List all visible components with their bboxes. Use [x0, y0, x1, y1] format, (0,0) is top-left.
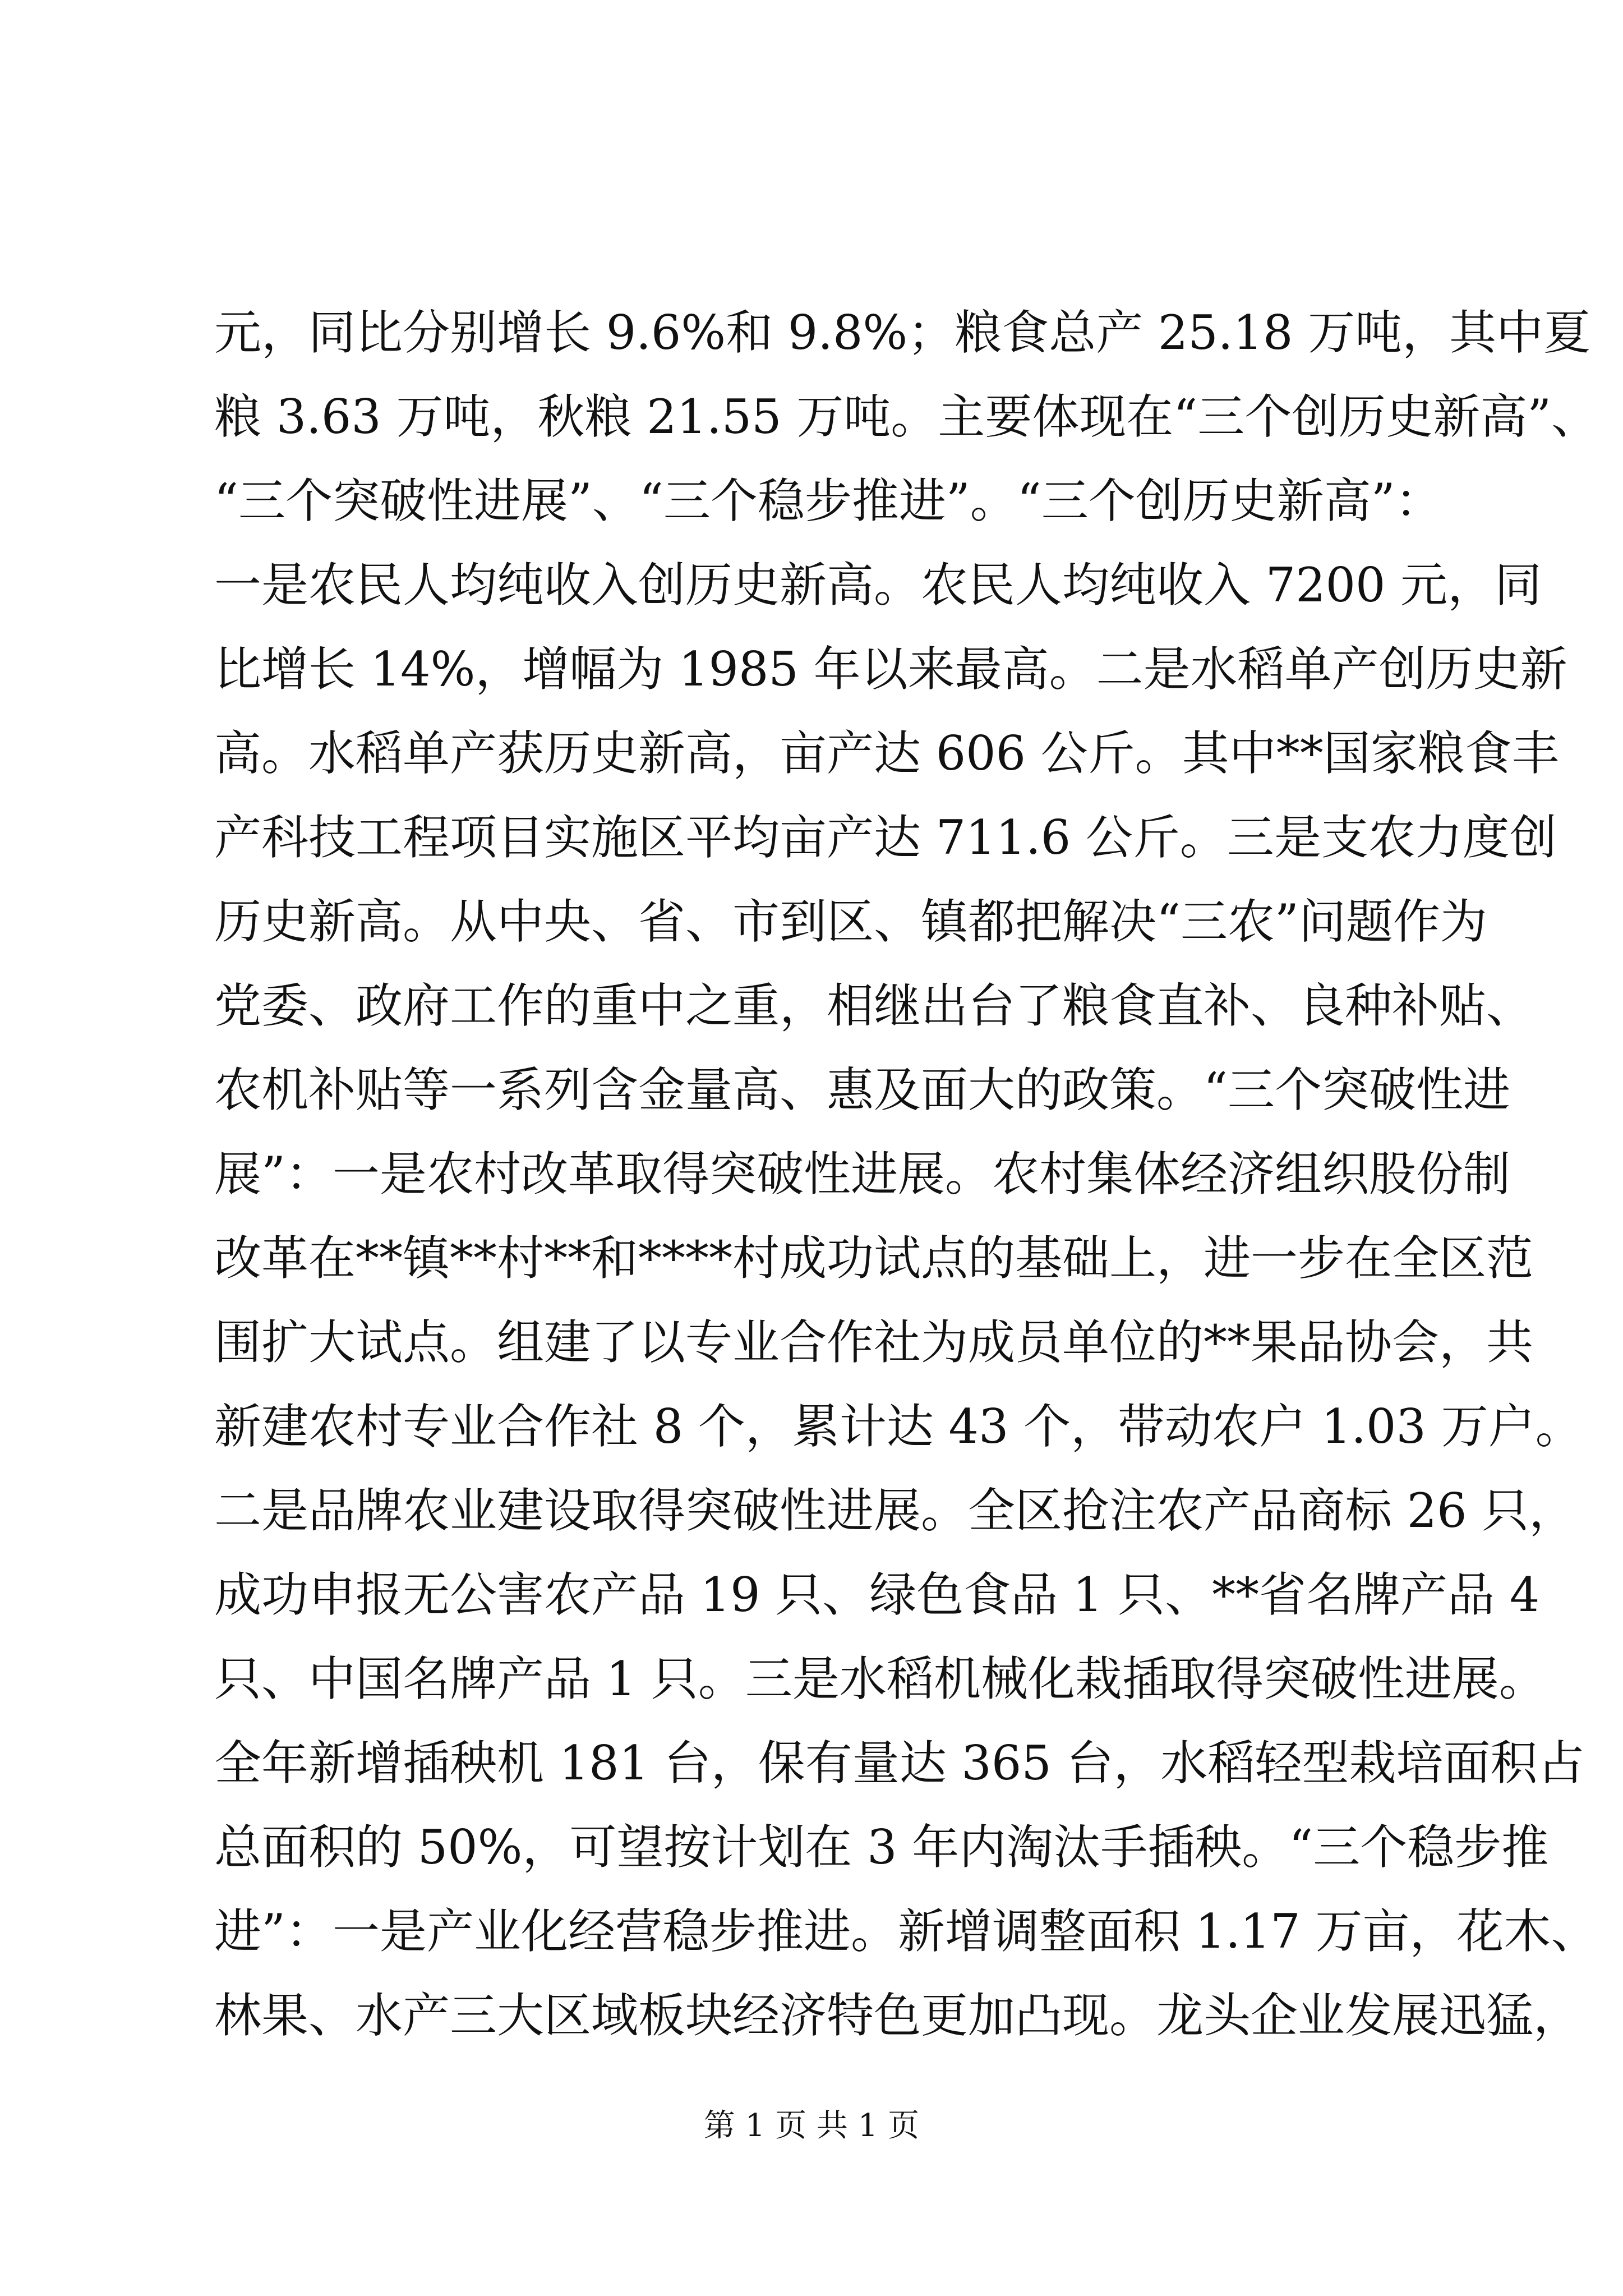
- text-line: 新建农村专业合作社 8 个，累计达 43 个，带动农户 1.03 万户。: [214, 1399, 1583, 1454]
- page-footer: [0, 2106, 1623, 2146]
- text-line: 改革在**镇**村**和****村成功试点的基础上，进一步在全区范: [214, 1231, 1534, 1286]
- text-line: 比增长 14%，增幅为 1985 年以来最高。二是水稻单产创历史新: [214, 642, 1567, 697]
- text-line: 粮 3.63 万吨，秋粮 21.55 万吨。主要体现在“三个创历史新高”、: [214, 389, 1599, 444]
- text-line: 成功申报无公害农产品 19 只、绿色食品 1 只、**省名牌产品 4: [214, 1567, 1540, 1622]
- text-line: “三个突破性进展”、“三个稳步推进”。“三个创历史新高”：: [214, 473, 1442, 528]
- text-line: 农机补贴等一系列含金量高、惠及面大的政策。“三个突破性进: [214, 1062, 1510, 1117]
- text-line: 总面积的 50%，可望按计划在 3 年内淘汰手插秧。“三个稳步推: [214, 1820, 1549, 1875]
- body-paragraph: [214, 291, 1599, 2058]
- page-number: 第 1 页 共 1 页: [703, 2108, 920, 2144]
- text-line: 林果、水产三大区域板块经济特色更加凸现。龙头企业发展迅猛，: [214, 1988, 1581, 2043]
- text-line: 进”：一是产业化经营稳步推进。新增调整面积 1.17 万亩，花木、: [214, 1904, 1598, 1959]
- text-line: 只、中国名牌产品 1 只。三是水稻机械化栽插取得突破性进展。: [214, 1651, 1546, 1706]
- text-line: 产科技工程项目实施区平均亩产达 711.6 公斤。三是支农力度创: [214, 810, 1557, 865]
- text-line: 高。水稻单产获历史新高，亩产达 606 公斤。其中**国家粮食丰: [214, 726, 1559, 781]
- text-line: 历史新高。从中央、省、市到区、镇都把解决“三农”问题作为: [214, 894, 1487, 949]
- text-line: 二是品牌农业建设取得突破性进展。全区抢注农产品商标 26 只，: [214, 1483, 1576, 1538]
- text-line: 元，同比分别增长 9.6%和 9.8%；粮食总产 25.18 万吨，其中夏: [214, 305, 1591, 360]
- text-line: 一是农民人均纯收入创历史新高。农民人均纯收入 7200 元，同: [214, 558, 1542, 613]
- text-line: 围扩大试点。组建了以专业合作社为成员单位的**果品协会，共: [214, 1315, 1534, 1370]
- text-line: 展”：一是农村改革取得突破性进展。农村集体经济组织股份制: [214, 1147, 1510, 1202]
- text-line: 全年新增插秧机 181 台，保有量达 365 台，水稻轻型栽培面积占: [214, 1736, 1585, 1791]
- text-line: 党委、政府工作的重中之重，相继出台了粮食直补、良种补贴、: [214, 978, 1534, 1033]
